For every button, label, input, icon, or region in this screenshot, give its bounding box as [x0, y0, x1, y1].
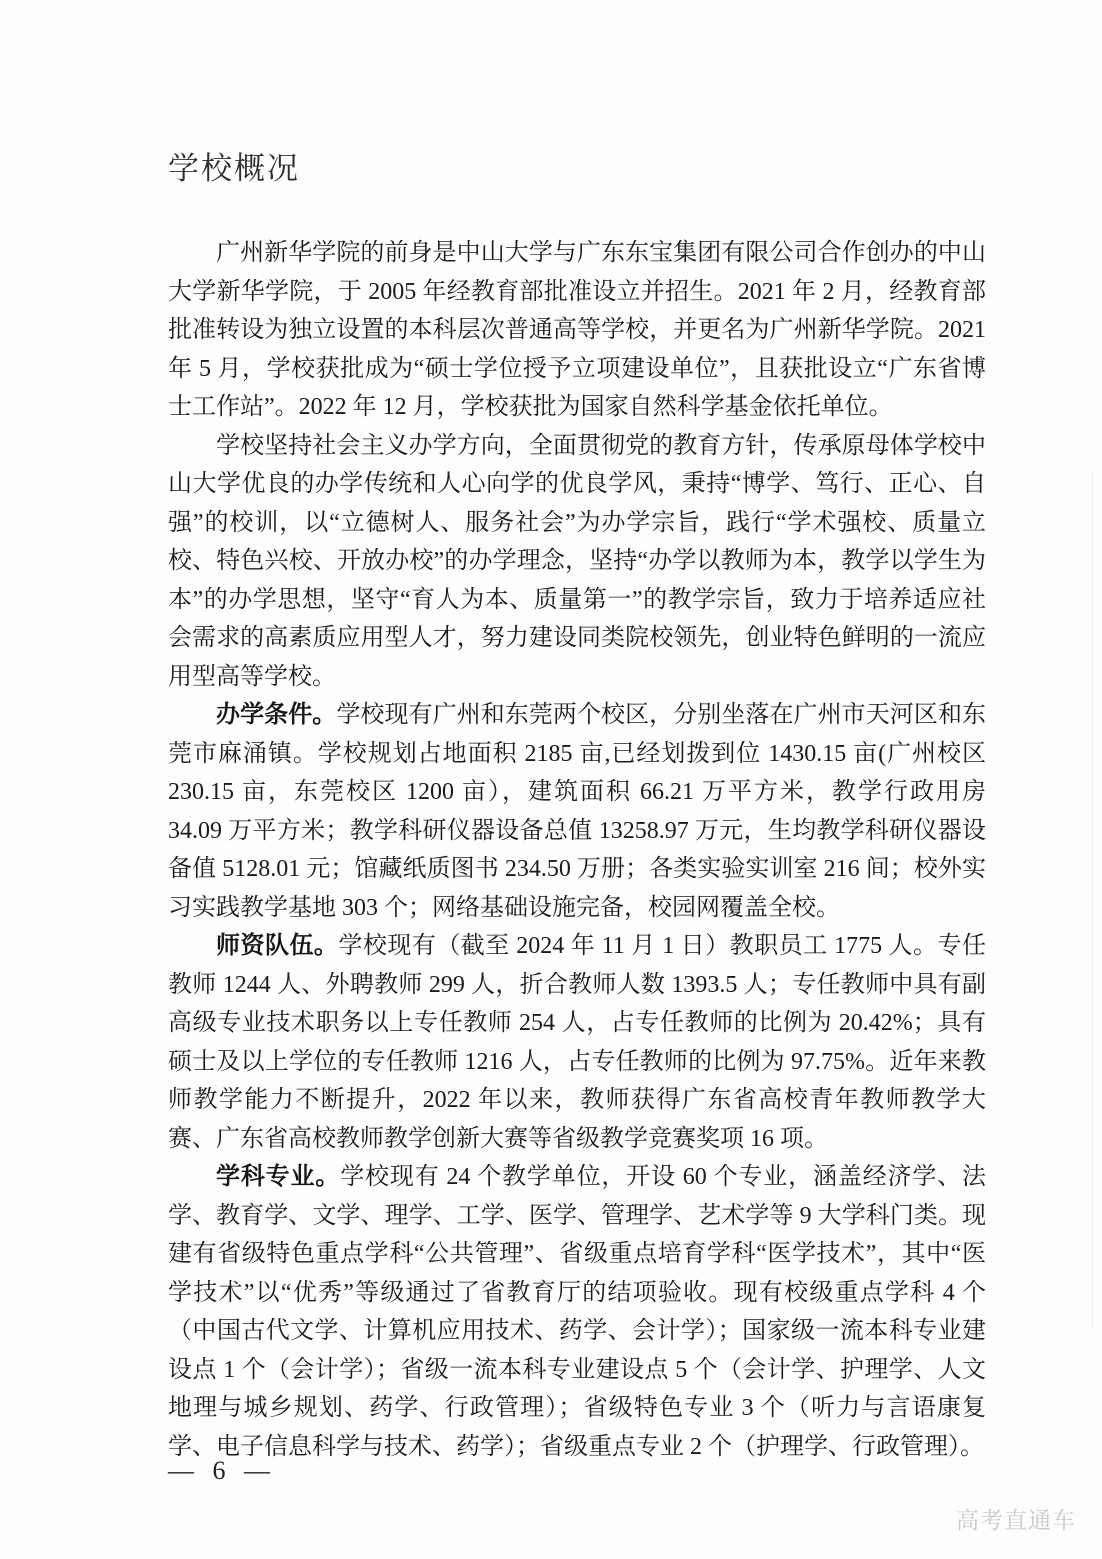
paragraph-text: 学校现有（截至 2024 年 11 月 1 日）教职员工 1775 人。专任教师 1244 人、外聘教师 299 人，折合教师人数 1393.5 人；专任教师中具有副高级专业技术职务以上专任教师 254 人，占专任教师的比例为 20.42%；具有硕士及以上学位的专任教师 1216 人，占专任教师的比例为 97.75%。近年来教师教学能力不断提升，2022 年以来，教师获得广东省高校青年教师教学大赛、广东省高校教师教学创新大赛等省级教学竞赛奖项 16 项。 — [168, 933, 987, 1152]
paragraph-text: 学校现有广州和东莞两个校区，分别坐落在广州市天河区和东莞市麻涌镇。学校规划占地面积 2185 亩,已经划拨到位 1430.15 亩(广州校区 230.15 亩，东莞校区 1200 亩），建筑面积 66.21 万平方米，教学行政用房 34.09 万平方米；教学科研仪器设备总值 13258.97 万元，生均教学科研仪器设备值 5128.01 元；馆藏纸质图书 234.50 万册；各类实验实训室 216 间；校外实习实践教学基地 303 个；网络基础设施完备，校园网覆盖全校。 — [168, 702, 987, 921]
scan-edge-shadow — [1092, 470, 1093, 1330]
paragraph-text: 学校现有 24 个教学单位，开设 60 个专业，涵盖经济学、法学、教育学、文学、理学、工学、医学、管理学、艺术学等 9 大学科门类。现建有省级特色重点学科“公共管理”、省级重点培育学科“医学技术”，其中“医学技术”以“优秀”等级通过了省教育厅的结项验收。现有校级重点学科 4 个（中国古代文学、计算机应用技术、药学、会计学）；国家级一流本科专业建设点 1 个（会计学）；省级一流本科专业建设点 5 个（会计学、护理学、人文地理与城乡规划、药学、行政管理）；省级特色专业 3 个（听力与言语康复学、电子信息科学与技术、药学）；省级重点专业 2 个（护理学、行政管理）。 — [168, 1164, 987, 1460]
paragraph-text: 广州新华学院的前身是中山大学与广东东宝集团有限公司合作创办的中山大学新华学院，于 2005 年经教育部批准设立并招生。2021 年 2 月，经教育部批准转设为独立设置的本科层次普通高等学校，并更名为广州新华学院。2021 年 5 月，学校获批成为“硕士学位授予立项建设单位”，且获批设立“广东省博士工作站”。2022 年 12 月，学校获批为国家自然科学基金依托单位。 — [168, 240, 986, 420]
paragraph — [168, 234, 986, 427]
paragraph-lead: 学科专业。 — [216, 1163, 341, 1190]
paragraph-lead: 师资队伍。 — [216, 932, 339, 959]
paragraph — [168, 696, 986, 927]
page-title: 学校概况 — [168, 151, 300, 186]
watermark: 高考直通车 — [956, 1507, 1076, 1533]
paragraph — [168, 927, 986, 1158]
paragraph — [168, 1158, 986, 1466]
body-text — [168, 234, 986, 1466]
paragraph-lead: 办学条件。 — [216, 701, 337, 728]
page-number: — 6 — — [168, 1456, 276, 1485]
paragraph-text: 学校坚持社会主义办学方向，全面贯彻党的教育方针，传承原母体学校中山大学优良的办学传统和人心向学的优良学风，秉持“博学、笃行、正心、自强”的校训，以“立德树人、服务社会”为办学宗旨，践行“学术强校、质量立校、特色兴校、开放办校”的办学理念，坚持“办学以教师为本，教学以学生为本”的办学思想，坚守“育人为本、质量第一”的教学宗旨，致力于培养适应社会需求的高素质应用型人才，努力建设同类院校领先，创业特色鲜明的一流应用型高等学校。 — [168, 432, 986, 690]
paragraph — [168, 427, 986, 697]
